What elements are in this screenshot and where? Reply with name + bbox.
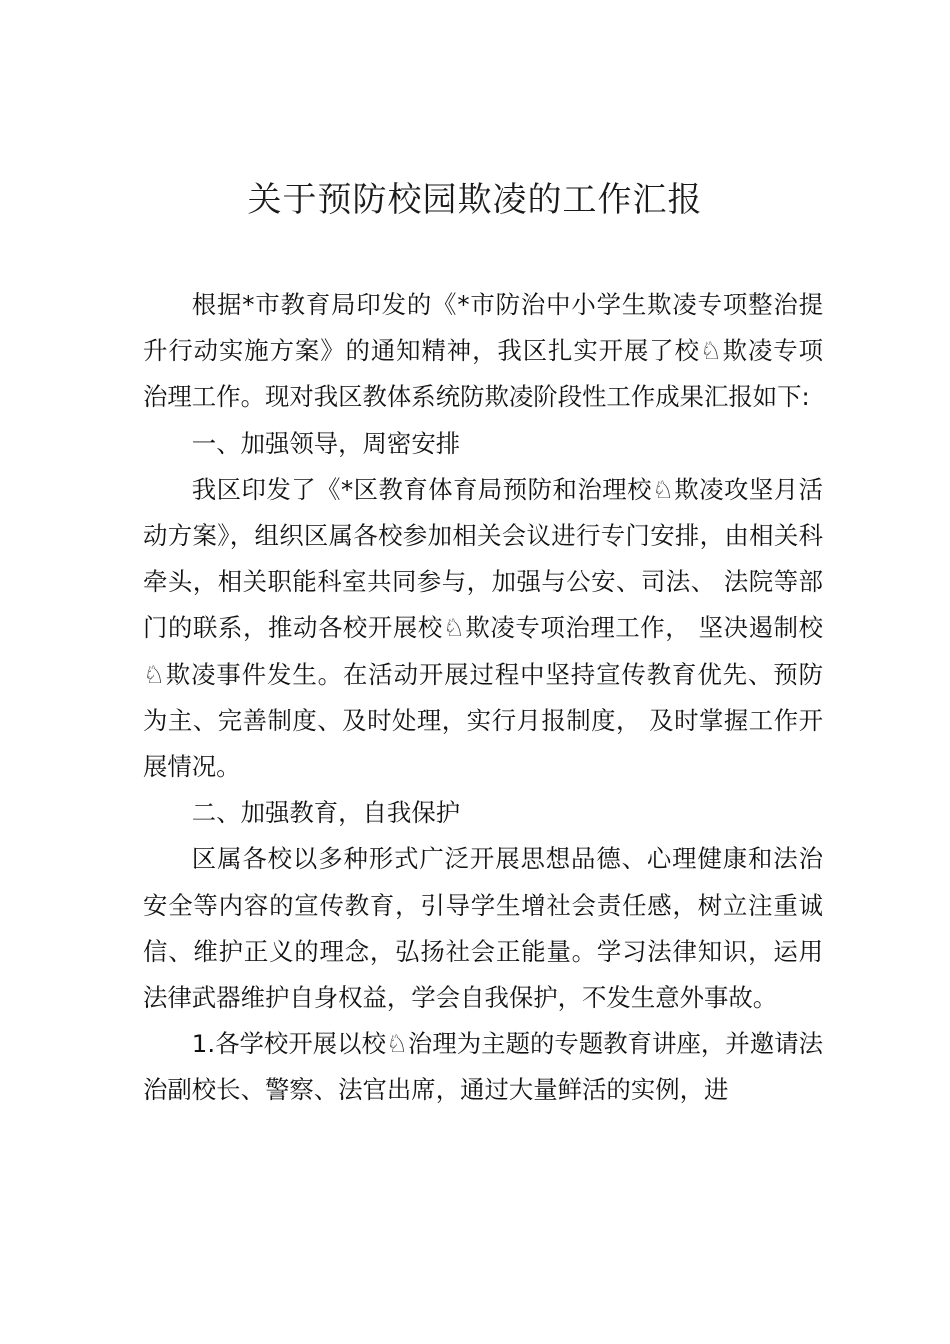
section-heading-2: 二、加强教育，自我保护	[191, 798, 461, 828]
section-2-paragraph: 区属各校以多种形式广泛开展思想品德、心理健康和法治安全等内容的宣传教育，引导学生增社会责任感，树立注重诚信、维护正义的理念，弘扬社会正能量。学习法律知识，运用法律武器维护自身权益，学会自我保护，不发生意外事故。	[143, 844, 823, 1013]
section-1-paragraph: 我区印发了《*区教育体育局预防和治理校♘欺凌攻坚月活动方案》，组织区属各校参加相关会议进行专门安排，由相关科牵头，相关职能科室共同参与，加强与公安、司法、 法院等部门的联系，推动各校开展校♘欺凌专项治理工作， 坚决遏制校♘欺凌事件发生。在活动开展过程中坚持宣传教育优先、预防为主、完善制度、及时处理，实行月报制度， 及时掌握工作开展情况。	[143, 474, 823, 782]
document-body	[143, 282, 823, 1114]
list-item-1-paragraph: 1.各学校开展以校♘治理为主题的专题教育讲座，并邀请法治副校长、警察、法官出席，通过大量鲜活的实例，进	[143, 1029, 823, 1105]
document-title: 关于预防校园欺凌的工作汇报	[247, 180, 703, 220]
section-heading-1: 一、加强领导，周密安排	[191, 428, 461, 458]
intro-paragraph: 根据*市教育局印发的《*市防治中小学生欺凌专项整治提升行动实施方案》的通知精神，我区扎实开展了校♘欺凌专项治理工作。现对我区教体系统防欺凌阶段性工作成果汇报如下:	[143, 290, 823, 412]
